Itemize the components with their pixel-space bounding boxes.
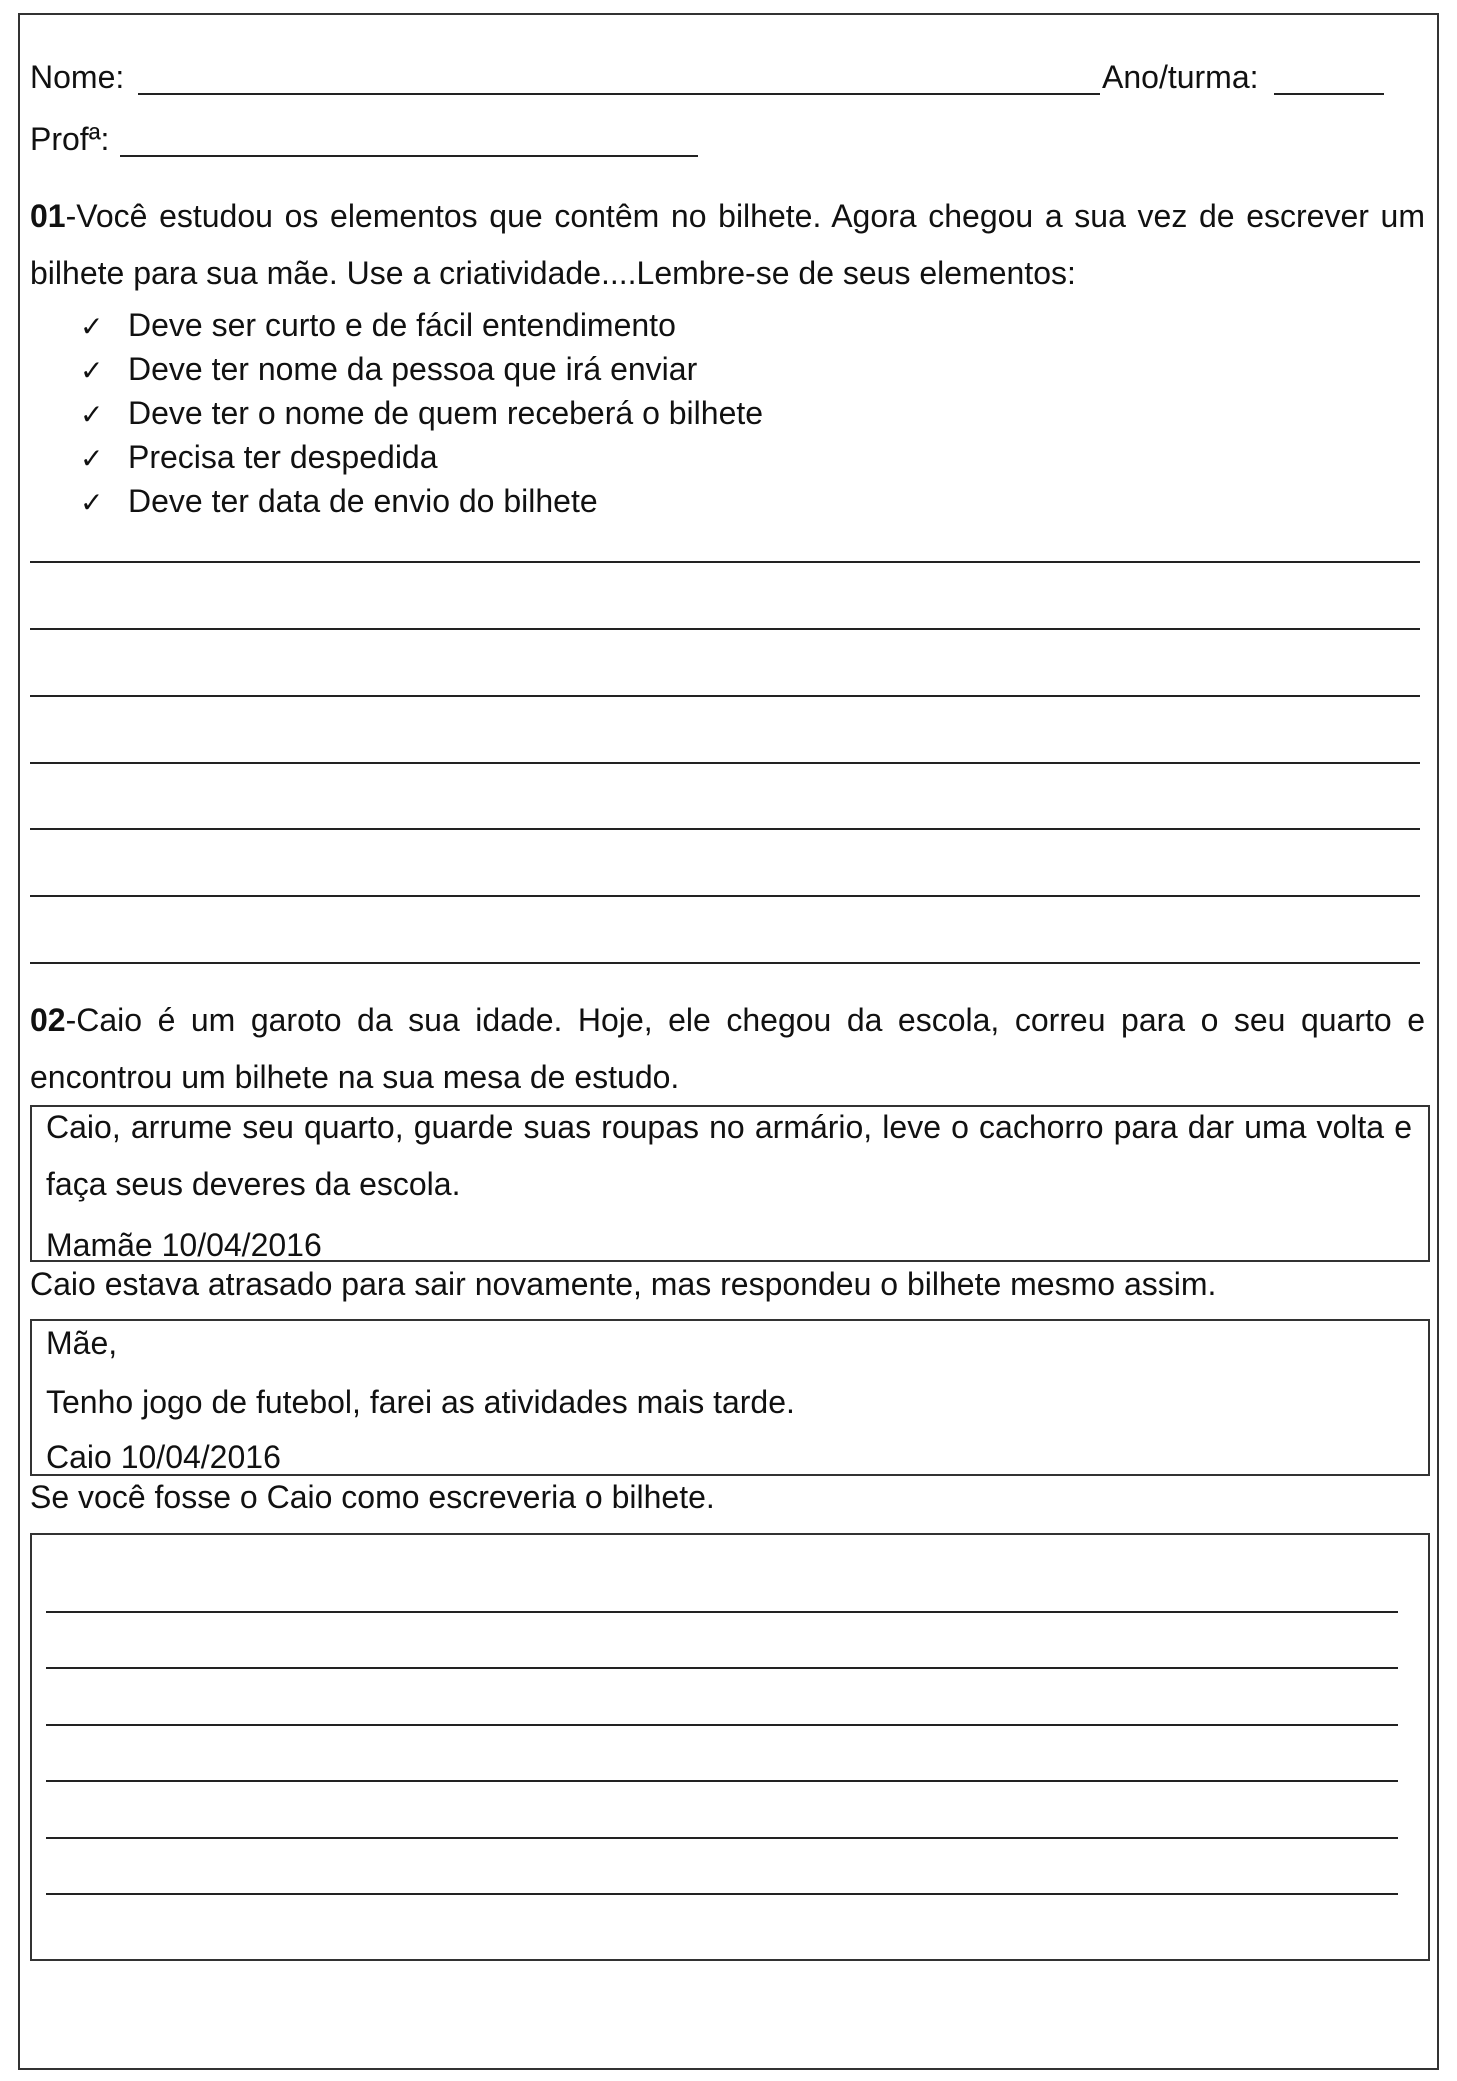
answer-line[interactable]: [30, 895, 1420, 897]
note-caio-body: Tenho jogo de futebol, farei as atividades mais tarde.: [46, 1384, 795, 1420]
answer-line[interactable]: [46, 1611, 1398, 1613]
list-item: ✓ Deve ser curto e de fácil entendimento: [80, 304, 763, 348]
checklist: [80, 304, 763, 524]
class-field[interactable]: [1274, 93, 1384, 95]
answer-line[interactable]: [46, 1893, 1398, 1895]
list-item: ✓ Deve ter data de envio do bilhete: [80, 480, 763, 524]
question-01-text: -Você estudou os elementos que contêm no bilhete. Agora chegou a sua vez de escrever um bilhete para sua mãe. Use a criatividade....Lembre-se de seus elementos:: [30, 198, 1425, 291]
check-icon: ✓: [80, 442, 104, 475]
worksheet-page: [18, 13, 1439, 2070]
question-01: [30, 188, 1425, 302]
answer-line[interactable]: [46, 1667, 1398, 1669]
between-text: Caio estava atrasado para sair novamente, mas respondeu o bilhete mesmo assim.: [30, 1266, 1217, 1302]
answer-line[interactable]: [30, 828, 1420, 830]
list-item: ✓ Deve ter nome da pessoa que irá enviar: [80, 348, 763, 392]
question-01-number: 01: [30, 198, 66, 234]
question-02-number: 02: [30, 1002, 66, 1038]
check-icon: ✓: [80, 354, 104, 387]
list-item: ✓ Precisa ter despedida: [80, 436, 763, 480]
answer-line[interactable]: [30, 628, 1420, 630]
teacher-label: Profª:: [30, 121, 110, 157]
note-mother-body: Caio, arrume seu quarto, guarde suas roupas no armário, leve o cachorro para dar uma volta e faça seus deveres da escola.: [46, 1109, 1412, 1202]
note-caio-greeting: Mãe,: [46, 1325, 118, 1361]
teacher-field[interactable]: [120, 155, 698, 157]
answer-line[interactable]: [46, 1780, 1398, 1782]
check-icon: ✓: [80, 310, 104, 343]
name-label: Nome:: [30, 59, 125, 95]
note-box-mother: [30, 1105, 1430, 1262]
check-icon: ✓: [80, 398, 104, 431]
answer-line[interactable]: [30, 561, 1420, 563]
name-field[interactable]: [138, 93, 1100, 95]
answer-line[interactable]: [30, 962, 1420, 964]
check-icon: ✓: [80, 486, 104, 519]
answer-box: [30, 1533, 1430, 1961]
note-box-caio: [30, 1319, 1430, 1476]
list-item: ✓ Deve ter o nome de quem receberá o bilhete: [80, 392, 763, 436]
question-02-text: -Caio é um garoto da sua idade. Hoje, ele chegou da escola, correu para o seu quarto e encontrou um bilhete na sua mesa de estudo.: [30, 1002, 1425, 1095]
answer-line[interactable]: [46, 1837, 1398, 1839]
answer-line[interactable]: [30, 695, 1420, 697]
answer-line[interactable]: [46, 1724, 1398, 1726]
note-mother-signature: Mamãe 10/04/2016: [46, 1227, 322, 1263]
note-caio-signature: Caio 10/04/2016: [46, 1439, 281, 1475]
prompt-text: Se você fosse o Caio como escreveria o bilhete.: [30, 1479, 715, 1515]
answer-line[interactable]: [30, 762, 1420, 764]
class-label: Ano/turma:: [1102, 59, 1259, 95]
question-02: [30, 992, 1425, 1106]
